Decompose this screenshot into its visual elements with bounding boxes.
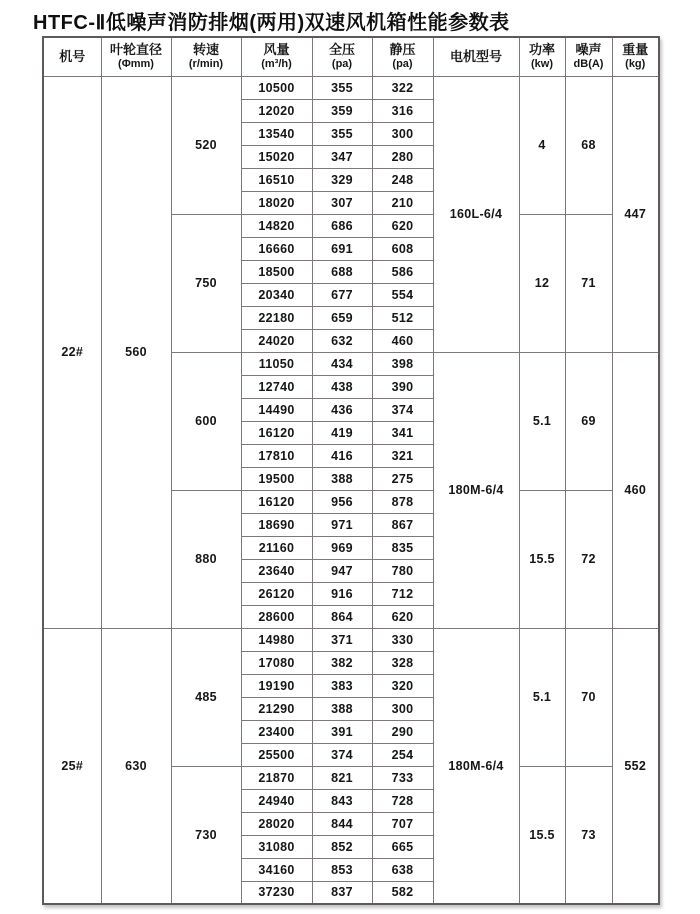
cell-total-pressure: 632 [312,329,372,352]
cell-static-pressure: 780 [372,559,433,582]
column-sub-label: (pa) [392,58,413,71]
page-title: HTFC-Ⅱ低噪声消防排烟(两用)双速风机箱性能参数表 [33,12,510,34]
column-sub-label: dB(A) [573,58,604,71]
cell-flow: 14490 [241,398,312,421]
cell-static-pressure: 733 [372,766,433,789]
cell-total-pressure: 436 [312,398,372,421]
cell-flow: 23400 [241,720,312,743]
cell-static-pressure: 712 [372,582,433,605]
cell-static-pressure: 248 [372,168,433,191]
column-label: 功率 [528,42,555,58]
cell-total-pressure: 843 [312,789,372,812]
cell-flow: 23640 [241,559,312,582]
cell-flow: 12020 [241,99,312,122]
column-label: 噪声 [575,42,602,58]
cell-weight: 447 [612,76,659,352]
cell-total-pressure: 837 [312,881,372,904]
cell-static-pressure: 878 [372,490,433,513]
cell-weight: 552 [612,628,659,904]
cell-flow: 25500 [241,743,312,766]
cell-static-pressure: 316 [372,99,433,122]
cell-total-pressure: 416 [312,444,372,467]
cell-flow: 17810 [241,444,312,467]
cell-total-pressure: 359 [312,99,372,122]
spec-table [42,36,660,905]
cell-flow: 13540 [241,122,312,145]
cell-static-pressure: 620 [372,605,433,628]
cell-flow: 19500 [241,467,312,490]
cell-static-pressure: 665 [372,835,433,858]
cell-static-pressure: 321 [372,444,433,467]
cell-flow: 22180 [241,306,312,329]
cell-static-pressure: 398 [372,352,433,375]
cell-noise: 73 [565,766,612,904]
cell-total-pressure: 355 [312,76,372,99]
column-sub-label: (m³/h) [261,58,292,71]
column-label: 电机型号 [449,48,502,64]
cell-model: 25# [43,628,101,904]
cell-flow: 17080 [241,651,312,674]
cell-total-pressure: 659 [312,306,372,329]
cell-total-pressure: 947 [312,559,372,582]
cell-static-pressure: 300 [372,122,433,145]
column-header-noise [565,37,612,76]
cell-static-pressure: 322 [372,76,433,99]
cell-static-pressure: 867 [372,513,433,536]
cell-static-pressure: 275 [372,467,433,490]
cell-noise: 68 [565,76,612,214]
cell-total-pressure: 852 [312,835,372,858]
cell-flow: 28600 [241,605,312,628]
cell-motor: 160L-6/4 [433,76,519,352]
cell-flow: 10500 [241,76,312,99]
cell-static-pressure: 512 [372,306,433,329]
cell-power: 5.1 [519,352,565,490]
cell-flow: 16120 [241,421,312,444]
column-header-diameter [101,37,171,76]
column-header-motor [433,37,519,76]
column-sub-label: (pa) [331,58,353,71]
cell-speed: 750 [171,214,241,352]
header-row [43,37,659,76]
cell-static-pressure: 390 [372,375,433,398]
cell-static-pressure: 707 [372,812,433,835]
cell-power: 5.1 [519,628,565,766]
cell-total-pressure: 382 [312,651,372,674]
column-sub-label: (Φmm) [118,58,154,71]
cell-static-pressure: 608 [372,237,433,260]
spec-table-header [43,37,659,76]
cell-speed: 880 [171,490,241,628]
cell-static-pressure: 638 [372,858,433,881]
cell-total-pressure: 844 [312,812,372,835]
column-header-power [519,37,565,76]
column-header-flow [241,37,312,76]
cell-flow: 19190 [241,674,312,697]
cell-total-pressure: 916 [312,582,372,605]
column-label: 重量 [622,42,649,58]
cell-power: 12 [519,214,565,352]
cell-flow: 20340 [241,283,312,306]
cell-noise: 71 [565,214,612,352]
column-label: 静压 [389,42,416,58]
cell-static-pressure: 554 [372,283,433,306]
column-header-model [43,37,101,76]
cell-total-pressure: 686 [312,214,372,237]
cell-flow: 24020 [241,329,312,352]
cell-total-pressure: 969 [312,536,372,559]
cell-flow: 16510 [241,168,312,191]
cell-flow: 34160 [241,858,312,881]
cell-total-pressure: 821 [312,766,372,789]
cell-total-pressure: 355 [312,122,372,145]
column-label: 风量 [263,42,290,58]
cell-flow: 18020 [241,191,312,214]
column-header-static-pressure [372,37,433,76]
cell-total-pressure: 388 [312,467,372,490]
column-header-weight [612,37,659,76]
cell-speed: 485 [171,628,241,766]
cell-diameter: 560 [101,76,171,628]
cell-flow: 16120 [241,490,312,513]
cell-flow: 14980 [241,628,312,651]
column-label: 叶轮直径 [109,42,162,58]
cell-static-pressure: 460 [372,329,433,352]
cell-flow: 21160 [241,536,312,559]
cell-speed: 730 [171,766,241,904]
cell-static-pressure: 330 [372,628,433,651]
cell-noise: 72 [565,490,612,628]
cell-noise: 69 [565,352,612,490]
cell-total-pressure: 956 [312,490,372,513]
cell-static-pressure: 254 [372,743,433,766]
cell-total-pressure: 438 [312,375,372,398]
cell-total-pressure: 853 [312,858,372,881]
cell-total-pressure: 677 [312,283,372,306]
cell-noise: 70 [565,628,612,766]
cell-flow: 21290 [241,697,312,720]
column-header-speed [171,37,241,76]
cell-flow: 18690 [241,513,312,536]
cell-flow: 28020 [241,812,312,835]
column-label: 机号 [59,48,86,64]
cell-flow: 31080 [241,835,312,858]
cell-total-pressure: 347 [312,145,372,168]
cell-static-pressure: 300 [372,697,433,720]
column-label: 转速 [192,42,219,58]
cell-flow: 18500 [241,260,312,283]
cell-power: 4 [519,76,565,214]
cell-total-pressure: 971 [312,513,372,536]
cell-flow: 26120 [241,582,312,605]
spec-table-body [43,76,659,904]
column-sub-label: (r/min) [188,58,224,71]
cell-static-pressure: 374 [372,398,433,421]
cell-total-pressure: 374 [312,743,372,766]
column-label: 全压 [328,42,355,58]
cell-flow: 12740 [241,375,312,398]
cell-weight: 460 [612,352,659,628]
cell-static-pressure: 728 [372,789,433,812]
cell-total-pressure: 307 [312,191,372,214]
cell-static-pressure: 582 [372,881,433,904]
cell-static-pressure: 341 [372,421,433,444]
cell-total-pressure: 391 [312,720,372,743]
cell-total-pressure: 371 [312,628,372,651]
cell-flow: 14820 [241,214,312,237]
column-sub-label: (kg) [625,58,646,71]
cell-flow: 21870 [241,766,312,789]
cell-static-pressure: 328 [372,651,433,674]
cell-total-pressure: 688 [312,260,372,283]
cell-static-pressure: 210 [372,191,433,214]
cell-static-pressure: 320 [372,674,433,697]
cell-total-pressure: 864 [312,605,372,628]
cell-motor: 180M-6/4 [433,352,519,628]
cell-power: 15.5 [519,766,565,904]
cell-static-pressure: 290 [372,720,433,743]
cell-total-pressure: 388 [312,697,372,720]
cell-static-pressure: 586 [372,260,433,283]
cell-speed: 600 [171,352,241,490]
cell-static-pressure: 835 [372,536,433,559]
cell-flow: 11050 [241,352,312,375]
cell-diameter: 630 [101,628,171,904]
cell-total-pressure: 383 [312,674,372,697]
cell-total-pressure: 434 [312,352,372,375]
cell-total-pressure: 419 [312,421,372,444]
cell-static-pressure: 280 [372,145,433,168]
column-sub-label: (kw) [531,58,553,71]
cell-static-pressure: 620 [372,214,433,237]
cell-flow: 15020 [241,145,312,168]
cell-total-pressure: 329 [312,168,372,191]
cell-flow: 37230 [241,881,312,904]
cell-total-pressure: 691 [312,237,372,260]
cell-power: 15.5 [519,490,565,628]
table-row [43,628,659,651]
cell-motor: 180M-6/4 [433,628,519,904]
column-header-total-pressure [312,37,372,76]
cell-flow: 24940 [241,789,312,812]
cell-speed: 520 [171,76,241,214]
cell-flow: 16660 [241,237,312,260]
cell-model: 22# [43,76,101,628]
table-row [43,76,659,99]
